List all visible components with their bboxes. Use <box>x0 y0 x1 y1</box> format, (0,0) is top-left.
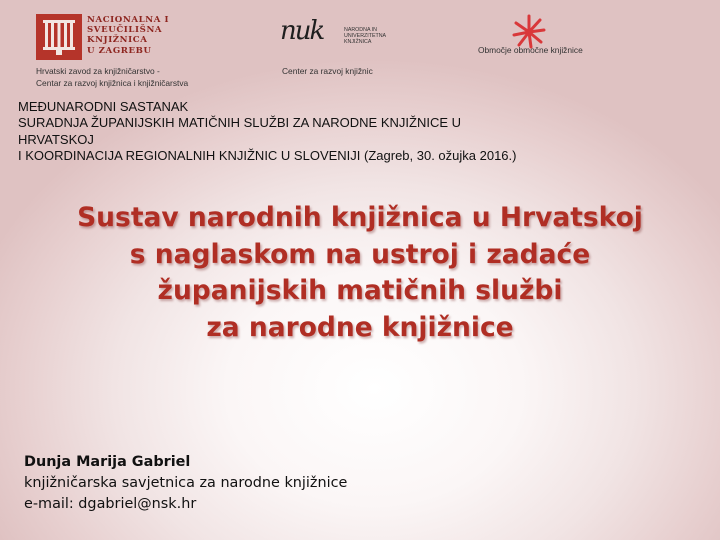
nsk-logo <box>36 14 221 90</box>
nsk-name-line: U ZAGREBU <box>87 45 152 56</box>
regional-caption: Območje območne knjižnice <box>478 45 583 55</box>
meeting-line: MEĐUNARODNI SASTANAK <box>18 99 189 114</box>
nuk-logo-mark: nuk <box>280 16 324 46</box>
meeting-line: SURADNJA ŽUPANIJSKIH MATIČNIH SLUŽBI ZA NARODNE KNJIŽNICE U <box>18 115 462 131</box>
slide-title <box>20 200 700 346</box>
author-email: e-mail: dgabriel@nsk.hr <box>24 496 197 512</box>
nuk-name-line: UNIVERZITETNA <box>344 33 387 40</box>
title-line: za narodne knjižnice <box>206 311 514 343</box>
nuk-logo <box>280 16 420 78</box>
author-name: Dunja Marija Gabriel <box>24 454 191 470</box>
nuk-name-line: NARODNA IN <box>344 27 377 33</box>
meeting-line: HRVATSKOJ <box>18 131 94 147</box>
meeting-info <box>18 99 618 165</box>
nuk-caption: Center za razvoj knjižnic <box>282 66 373 76</box>
nsk-name-line: KNJIŽNICA <box>87 35 148 46</box>
author-role: knjižničarska savjetnica za narodne knjižnice <box>24 475 348 491</box>
nuk-logo-text <box>344 27 404 46</box>
title-line: Sustav narodnih knjižnica u Hrvatskoj <box>77 202 643 233</box>
nsk-emblem-icon <box>36 14 82 60</box>
title-line: s naglaskom na ustroj i zadaće <box>129 238 591 270</box>
nsk-name-line: SVEUČILIŠNA <box>87 25 163 36</box>
author-block <box>24 452 347 515</box>
nsk-caption-line: Hrvatski zavod za knjižničarstvo - <box>36 66 160 76</box>
regional-logo <box>478 14 598 60</box>
nuk-name-line: KNJIŽNICA <box>344 39 372 46</box>
title-line: županijskih matičnih službi <box>157 275 563 306</box>
nsk-logo-text <box>87 15 169 56</box>
nsk-name-line: NACIONALNA I <box>87 15 170 25</box>
meeting-line: I KOORDINACIJA REGIONALNIH KNJIŽNIC U SLOVENIJI (Zagreb, 30. ožujka 2016.) <box>18 148 517 164</box>
nsk-caption-line: Centar za razvoj knjižnica i knjižničarstva <box>36 78 189 88</box>
